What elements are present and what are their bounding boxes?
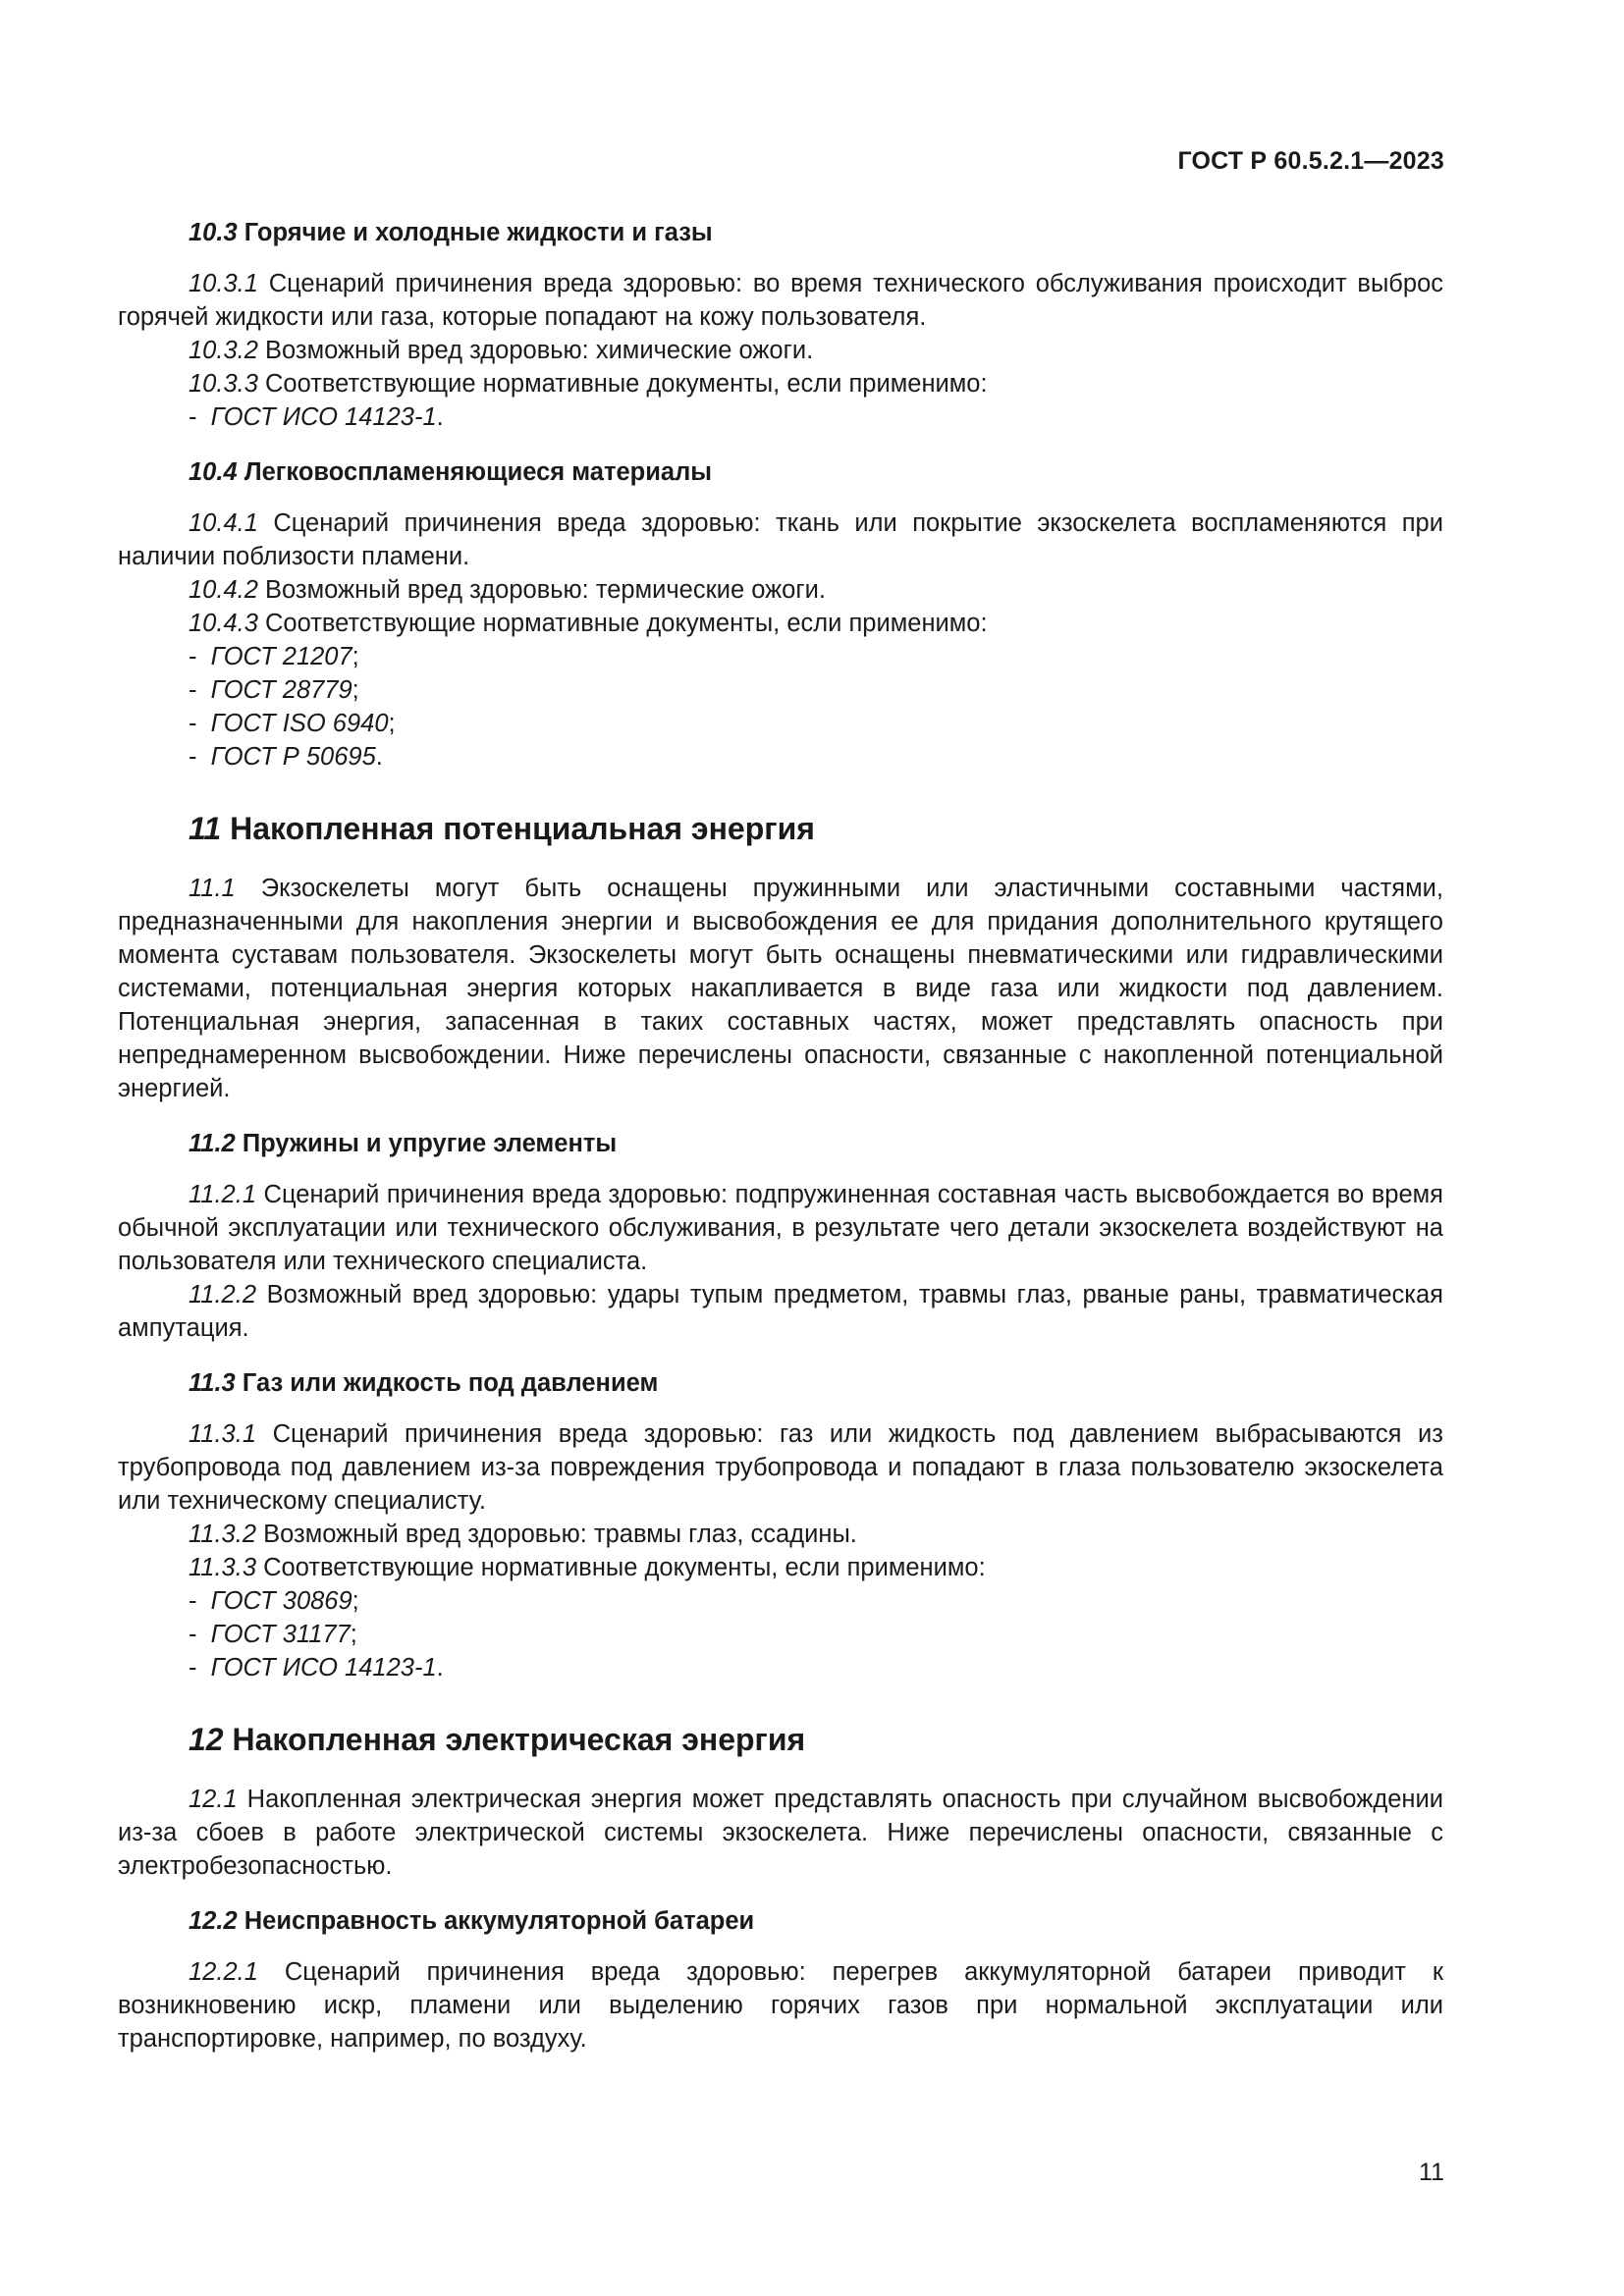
reference-name: ГОСТ 30869: [210, 1587, 352, 1615]
clause-11-1: [118, 872, 1443, 1105]
reference-dash: -: [189, 1587, 197, 1615]
reference-item: [118, 707, 1443, 740]
subsection-number: 11.3: [189, 1369, 236, 1397]
clause-number: 10.4.2: [189, 576, 258, 604]
reference-end: ;: [388, 710, 396, 737]
subsection-title: Легковоспламеняющиеся материалы: [244, 458, 713, 486]
reference-end: .: [375, 743, 383, 771]
reference-name: ГОСТ 28779: [210, 676, 352, 704]
clause-text: Экзоскелеты могут быть оснащены пружинными или эластичными составными частями, предназначенными для накопления энергии и высвобождения ее для придания дополнительного крутящего момента суставам пользователя. Экзоскелеты могут быть оснащены пневматическими или гидравлическими системами, потенциальная энергия которых накапливается в виде газа или жидкости под давлением. Потенциальная энергия, запасенная в таких составных частях, может представлять опасность при непреднамеренном высвобождении. Ниже перечислены опасности, связанные с накопленной потенциальной энергией.: [118, 875, 1443, 1102]
subsection-heading-10-3: [118, 216, 1443, 249]
page-number: 11: [1419, 2159, 1444, 2186]
reference-dash: -: [189, 676, 197, 704]
subsection-number: 10.4: [189, 458, 238, 486]
clause-11-3-3: [118, 1551, 1443, 1584]
reference-end: .: [436, 1654, 444, 1682]
reference-name: ГОСТ ИСО 14123-1: [210, 403, 437, 431]
clause-number: 11.2.1: [189, 1181, 257, 1208]
section-title: Накопленная потенциальная энергия: [230, 811, 815, 846]
clause-number: 10.4.3: [189, 610, 258, 637]
clause-12-2-1: [118, 1955, 1443, 2056]
page-content: [118, 216, 1443, 2056]
clause-11-3-1: [118, 1417, 1443, 1518]
clause-text: Возможный вред здоровью: химические ожоги.: [265, 337, 814, 364]
clause-text: Соответствующие нормативные документы, если применимо:: [265, 370, 988, 398]
reference-end: ;: [352, 1587, 359, 1615]
reference-item: [118, 740, 1443, 774]
reference-item: [118, 673, 1443, 707]
clause-10-4-3: [118, 607, 1443, 640]
clause-11-3-2: [118, 1518, 1443, 1551]
clause-text: Возможный вред здоровью: травмы глаз, ссадины.: [263, 1521, 857, 1548]
clause-text: Возможный вред здоровью: термические ожоги.: [265, 576, 826, 604]
clause-text: Сценарий причинения вреда здоровью: подпружиненная составная часть высвобождается во время обычной эксплуатации или технического обслуживания, в результате чего детали экзоскелета воздействуют на пользователя или технического специалиста.: [118, 1181, 1443, 1275]
clause-10-4-1: [118, 507, 1443, 573]
clause-number: 11.1: [189, 875, 236, 902]
clause-text: Сценарий причинения вреда здоровью: во время технического обслуживания происходит выброс горячей жидкости или газа, которые попадают на кожу пользователя.: [118, 270, 1444, 331]
reference-item: [118, 400, 1443, 434]
reference-end: ;: [352, 676, 359, 704]
clause-text: Возможный вред здоровью: удары тупым предметом, травмы глаз, рваные раны, травматическая ампутация.: [118, 1281, 1443, 1342]
subsection-heading-11-2: [118, 1127, 1443, 1160]
subsection-heading-12-2: [118, 1904, 1443, 1938]
reference-name: ГОСТ ISO 6940: [210, 710, 389, 737]
clause-number: 10.3.1: [189, 270, 258, 297]
reference-end: ;: [352, 643, 359, 670]
reference-dash: -: [189, 403, 197, 431]
clause-text: Накопленная электрическая энергия может представлять опасность при случайном высвобождении из-за сбоев в работе электрической системы экзоскелета. Ниже перечислены опасности, связанные с электробезопасностью.: [118, 1786, 1443, 1880]
clause-number: 11.3.2: [189, 1521, 257, 1548]
reference-name: ГОСТ 31177: [210, 1621, 351, 1648]
reference-name: ГОСТ 21207: [210, 643, 352, 670]
clause-number: 12.2.1: [189, 1958, 258, 1986]
subsection-number: 12.2: [189, 1907, 238, 1935]
clause-number: 11.2.2: [189, 1281, 257, 1308]
reference-dash: -: [189, 1621, 197, 1648]
subsection-title: Неисправность аккумуляторной батареи: [244, 1907, 755, 1935]
section-heading-11: [118, 809, 1443, 848]
reference-dash: -: [189, 643, 197, 670]
clause-number: 10.3.2: [189, 337, 258, 364]
document-code: ГОСТ Р 60.5.2.1—2023: [1177, 147, 1444, 175]
clause-10-3-1: [118, 267, 1443, 334]
clause-number: 11.3.3: [189, 1554, 257, 1581]
reference-item: [118, 1584, 1443, 1618]
clause-text: Соответствующие нормативные документы, если применимо:: [265, 610, 988, 637]
subsection-title: Горячие и холодные жидкости и газы: [244, 219, 713, 246]
reference-item: [118, 640, 1443, 673]
subsection-number: 10.3: [189, 219, 238, 246]
clause-11-2-1: [118, 1178, 1443, 1278]
clause-number: 10.3.3: [189, 370, 258, 398]
reference-end: ;: [350, 1621, 357, 1648]
clause-number: 10.4.1: [189, 509, 258, 537]
reference-dash: -: [189, 743, 197, 771]
section-number: 11: [189, 811, 222, 846]
clause-text: Соответствующие нормативные документы, если применимо:: [263, 1554, 986, 1581]
clause-10-4-2: [118, 573, 1443, 607]
clause-10-3-3: [118, 367, 1443, 400]
clause-10-3-2: [118, 334, 1443, 367]
reference-dash: -: [189, 710, 197, 737]
reference-dash: -: [189, 1654, 197, 1682]
subsection-number: 11.2: [189, 1130, 236, 1157]
section-heading-12: [118, 1720, 1443, 1759]
reference-end: .: [436, 403, 444, 431]
reference-name: ГОСТ ИСО 14123-1: [210, 1654, 437, 1682]
clause-text: Сценарий причинения вреда здоровью: перегрев аккумуляторной батареи приводит к возникновению искр, пламени или выделению горячих газов при нормальной эксплуатации или транспортировке, например, по воздуху.: [118, 1958, 1443, 2053]
reference-item: [118, 1651, 1443, 1684]
subsection-heading-10-4: [118, 455, 1443, 489]
section-title: Накопленная электрическая энергия: [232, 1722, 806, 1757]
clause-text: Сценарий причинения вреда здоровью: газ или жидкость под давлением выбрасываются из трубопровода под давлением из-за повреждения трубопровода и попадают в глаза пользователю экзоскелета или техническому специалисту.: [118, 1420, 1443, 1515]
subsection-title: Газ или жидкость под давлением: [242, 1369, 659, 1397]
section-number: 12: [189, 1722, 224, 1757]
clause-text: Сценарий причинения вреда здоровью: ткань или покрытие экзоскелета воспламеняются при наличии поблизости пламени.: [118, 509, 1443, 570]
clause-number: 11.3.1: [189, 1420, 257, 1448]
subsection-heading-11-3: [118, 1366, 1443, 1400]
clause-11-2-2: [118, 1278, 1443, 1345]
clause-number: 12.1: [189, 1786, 238, 1813]
subsection-title: Пружины и упругие элементы: [242, 1130, 618, 1157]
reference-item: [118, 1618, 1443, 1651]
reference-name: ГОСТ Р 50695: [210, 743, 376, 771]
clause-12-1: [118, 1783, 1443, 1883]
